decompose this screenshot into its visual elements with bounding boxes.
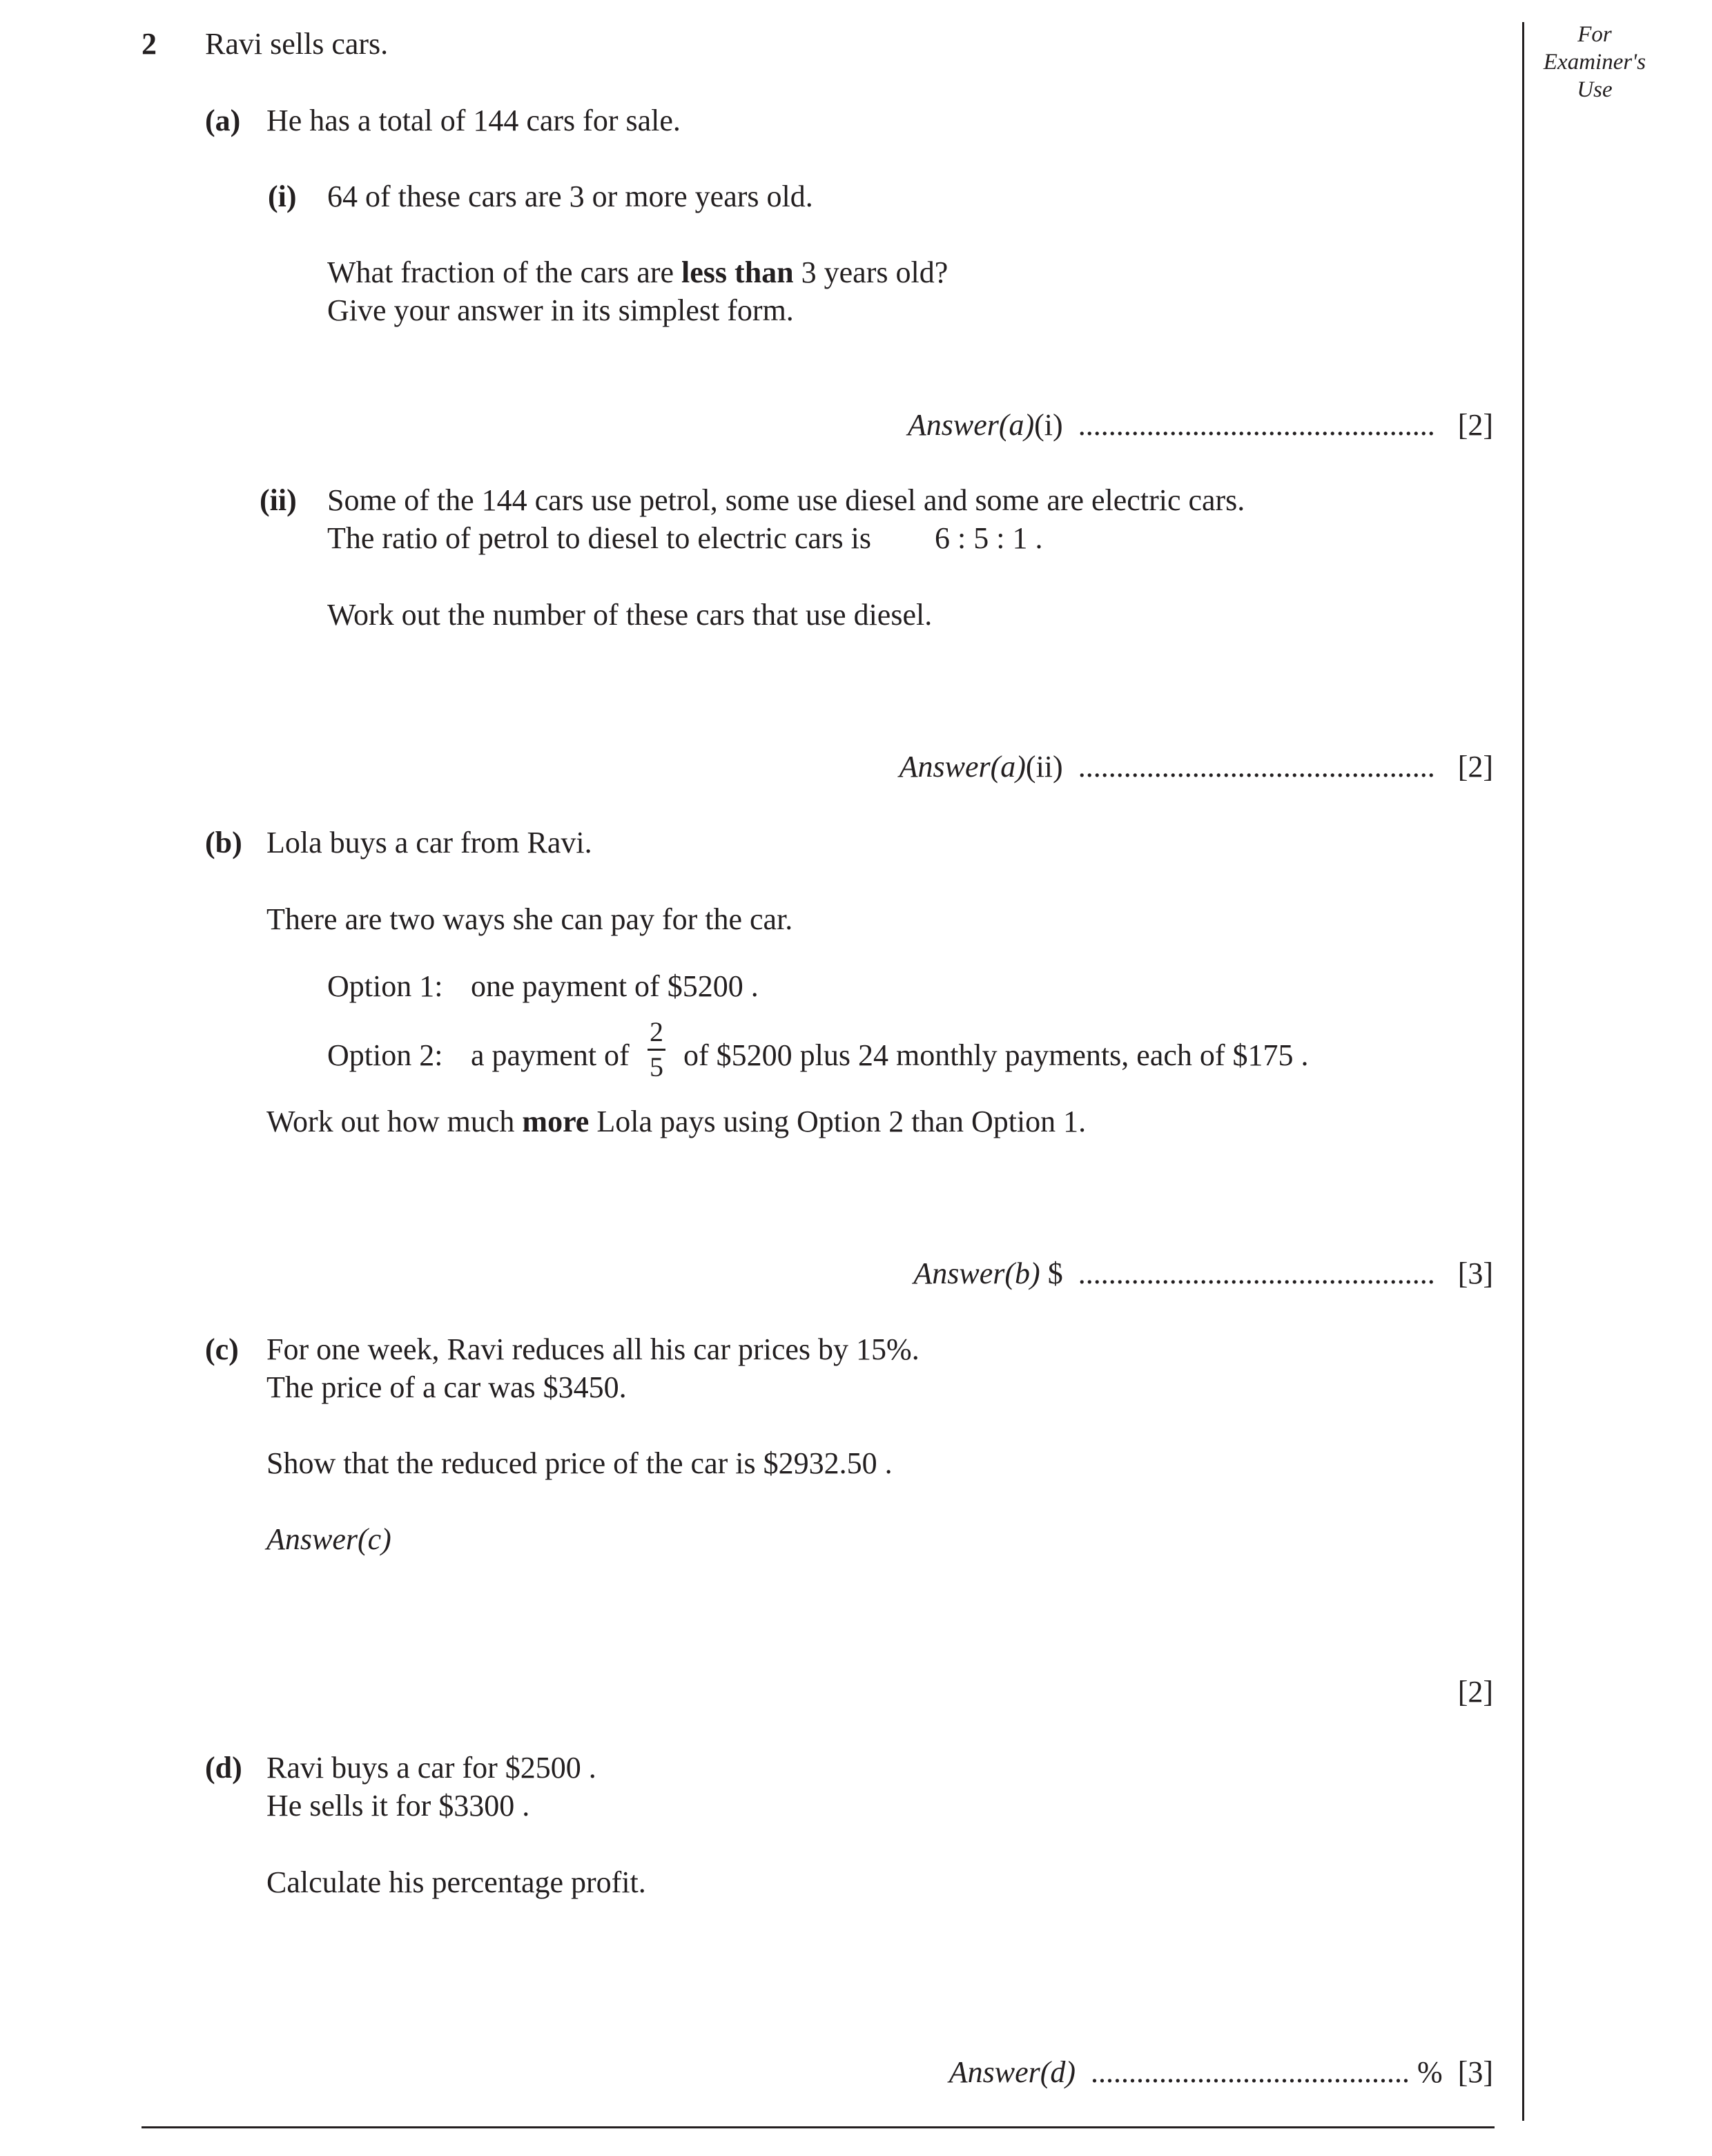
fraction-bar [648, 1049, 665, 1051]
answer-c-label[interactable]: Answer(c) [266, 1522, 391, 1556]
ratio-value: 6 : 5 : 1 . [935, 521, 1043, 555]
fraction-numerator: 2 [650, 1016, 663, 1047]
marks-a-i: [2] [1457, 408, 1493, 442]
marks-d: [3] [1457, 2055, 1493, 2089]
fraction-denominator: 5 [650, 1051, 663, 1082]
marks-a-ii: [2] [1457, 750, 1493, 784]
fraction-two-fifths [646, 1018, 667, 1081]
option2-pre: a payment of [471, 1038, 630, 1072]
answer-a-ii-line[interactable]: Answer(a)(ii) ............................................... [2] [899, 750, 1493, 784]
part-b-line3: Work out how much more Lola pays using Option 2 than Option 1. [266, 1105, 1087, 1138]
answer-a-i-line[interactable]: Answer(a)(i) ............................................... [2] [907, 408, 1493, 442]
part-d-label: (d) [205, 1751, 242, 1785]
part-c-line1: For one week, Ravi reduces all his car prices by 15%. [266, 1332, 920, 1366]
option1-text: one payment of $5200 . [471, 969, 759, 1003]
part-c-line2: The price of a car was $3450. [266, 1370, 627, 1404]
examiner-margin-rule [1522, 22, 1524, 2121]
answer-d-line[interactable]: Answer(d) .......................................... % [3] [949, 2055, 1493, 2089]
part-b-line1: Lola buys a car from Ravi. [266, 826, 592, 860]
part-a-i-line2: What fraction of the cars are less than 3 years old? [327, 255, 949, 289]
page-bottom-rule [142, 2126, 1495, 2128]
marks-b: [3] [1457, 1256, 1493, 1290]
part-c-line3: Show that the reduced price of the car is $2932.50 . [266, 1446, 893, 1480]
part-d-line1: Ravi buys a car for $2500 . [266, 1751, 596, 1785]
marks-c: [2] [1457, 1675, 1493, 1709]
part-d-line2: He sells it for $3300 . [266, 1789, 530, 1823]
part-a-i-line1: 64 of these cars are 3 or more years old. [327, 179, 813, 213]
part-a-text: He has a total of 144 cars for sale. [266, 104, 681, 137]
part-c-label: (c) [205, 1332, 239, 1366]
examiner-use-label: For Examiner's Use [1543, 22, 1646, 102]
part-a-i-line3: Give your answer in its simplest form. [327, 293, 794, 327]
question-number: 2 [142, 27, 157, 61]
part-a-ii-line2: The ratio of petrol to diesel to electric cars is [327, 521, 872, 555]
part-a-label: (a) [205, 104, 241, 137]
part-d-line3: Calculate his percentage profit. [266, 1865, 646, 1899]
question-stem: Ravi sells cars. [205, 27, 389, 61]
part-a-i-label: (i) [268, 179, 297, 213]
part-a-ii-line1: Some of the 144 cars use petrol, some use diesel and some are electric cars. [327, 483, 1245, 517]
part-b-label: (b) [205, 826, 242, 860]
option1-label: Option 1: [327, 969, 443, 1003]
part-a-ii-line3: Work out the number of these cars that use diesel. [327, 598, 933, 632]
option2-label: Option 2: [327, 1038, 443, 1072]
part-a-ii-label: (ii) [260, 483, 297, 517]
answer-b-line[interactable]: Answer(b) $ ............................................... [3] [913, 1256, 1493, 1290]
option2-post: of $5200 plus 24 monthly payments, each of $175 . [683, 1038, 1309, 1072]
part-b-line2: There are two ways she can pay for the car. [266, 902, 793, 936]
